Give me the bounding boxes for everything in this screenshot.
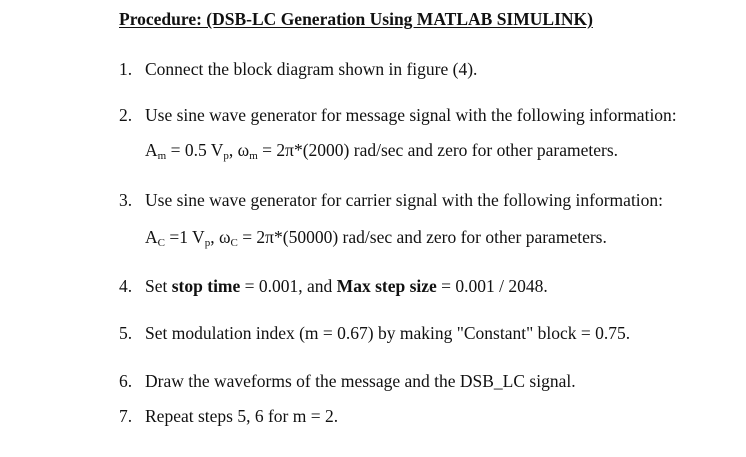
step-number: 4.: [119, 276, 133, 296]
step-text: Draw the waveforms of the message and the DSB_LC signal.: [145, 371, 576, 391]
step-text: Use sine wave generator for carrier signal with the following information:: [145, 190, 664, 210]
step-number: 6.: [119, 371, 133, 391]
amplitude-symbol: A: [145, 140, 158, 160]
step-3: [119, 189, 663, 211]
step-text-mid: = 0.001, and: [240, 276, 337, 296]
separator: ,: [210, 227, 219, 247]
step-number: 5.: [119, 323, 133, 343]
procedure-title: Procedure: (DSB-LC Generation Using MATLAB SIMULINK): [119, 9, 593, 29]
max-step-size-label: Max step size: [336, 276, 437, 296]
omega-subscript: C: [230, 237, 238, 249]
step-text-pre: Set: [145, 276, 172, 296]
step-text: Use sine wave generator for message signal with the following information:: [145, 105, 677, 125]
step-5: [119, 322, 630, 344]
step-1: [119, 58, 477, 80]
step-number: 2.: [119, 105, 133, 125]
step-number: 1.: [119, 59, 133, 79]
step-text: Repeat steps 5, 6 for m = 2.: [145, 406, 339, 426]
amplitude-unit-subscript: p: [223, 150, 229, 162]
step-number: 7.: [119, 406, 133, 426]
step-6: [119, 370, 576, 392]
amplitude-subscript: m: [157, 150, 167, 162]
amplitude-value: =1 V: [164, 227, 205, 247]
omega-symbol: ω: [237, 140, 250, 160]
amplitude-subscript: C: [157, 237, 165, 249]
amplitude-unit-subscript: p: [204, 237, 211, 249]
amplitude-symbol: A: [145, 227, 158, 247]
step-text-post: = 0.001 / 2048.: [436, 276, 548, 296]
omega-value: = 2π*(2000) rad/sec and zero for other parameters.: [257, 140, 619, 160]
step-number: 3.: [119, 190, 133, 210]
step-7: [119, 405, 338, 427]
step-text: Set modulation index (m = 0.67) by making "Constant" block = 0.75.: [145, 323, 631, 343]
step-2: [119, 104, 677, 126]
step-4: [119, 275, 548, 297]
step-3-parameters: [145, 226, 607, 248]
step-2-parameters: [145, 139, 618, 161]
amplitude-value: = 0.5 V: [166, 140, 224, 160]
omega-value: = 2π*(50000) rad/sec and zero for other parameters.: [237, 227, 607, 247]
separator: ,: [228, 140, 238, 160]
omega-subscript: m: [249, 150, 258, 162]
stop-time-label: stop time: [171, 276, 241, 296]
step-text: Connect the block diagram shown in figure (4).: [145, 59, 478, 79]
omega-symbol: ω: [218, 227, 231, 247]
